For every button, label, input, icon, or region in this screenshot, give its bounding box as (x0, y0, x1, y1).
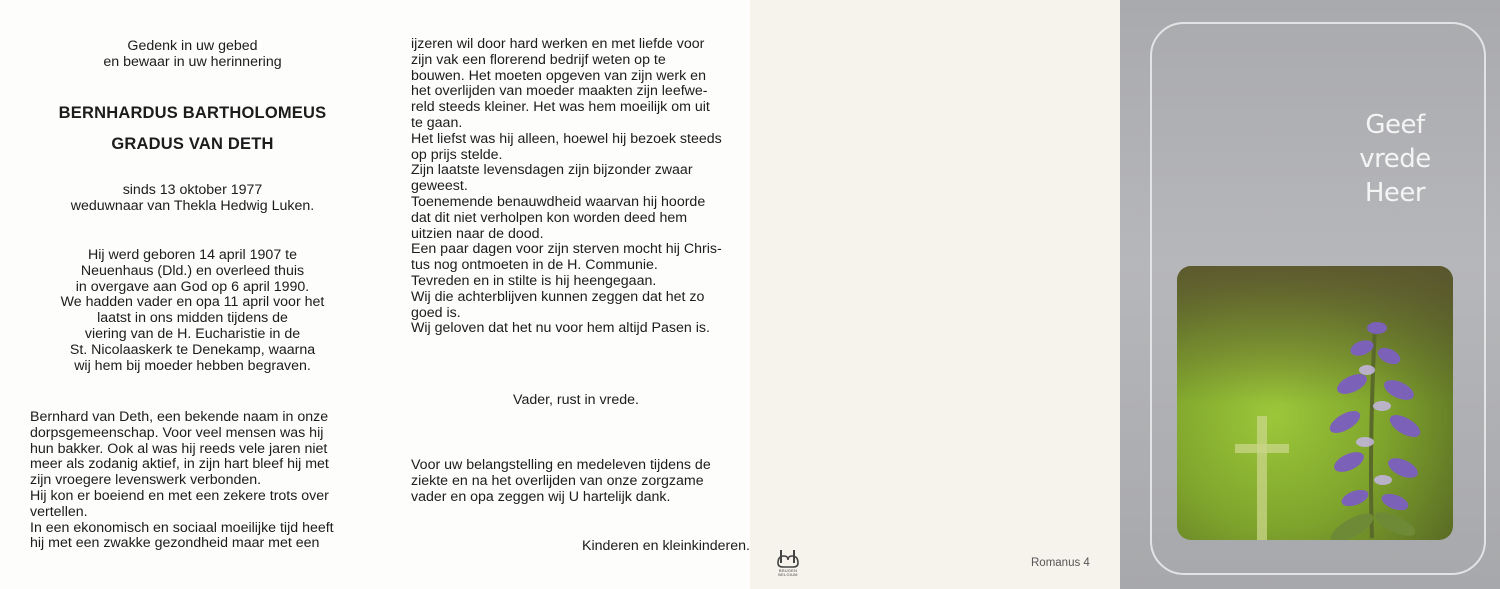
bio-line: zijn vak een florerend bedrijf weten op te (411, 51, 666, 68)
cover-title-line: Geef (1365, 110, 1425, 140)
biography-left (30, 410, 357, 552)
bio-line: vertellen. (30, 503, 88, 520)
signature: Kinderen en kleinkinderen. (582, 538, 750, 554)
bio-line: het overlijden van moeder maakten zijn leefwe- (411, 83, 708, 100)
widower-line: sinds 13 oktober 1977 (122, 182, 263, 198)
bio-line: Zijn laatste levensdagen zijn bijzonder zwaar (411, 162, 693, 179)
biography-right (411, 37, 741, 337)
widower-line: weduwnaar van Thekla Hedwig Luken. (70, 197, 315, 214)
bio-line: op prijs stelde. (411, 146, 503, 163)
bio-line: Bernhard van Deth, een bekende naam in onze (30, 409, 329, 425)
birth-line: laatst in ons midden tijdens de (97, 310, 288, 327)
birth-line: We hadden vader en opa 11 april voor het (60, 294, 325, 311)
birth-line: St. Nicolaaskerk te Denekamp, waarna (69, 341, 316, 358)
birth-line: wij hem bij moeder hebben begraven. (74, 357, 311, 374)
cover-title-line: Heer (1364, 178, 1426, 208)
card-inner-back (750, 0, 1120, 589)
bio-line: uitzien naar de dood. (411, 225, 544, 242)
thanks-line: ziekte en na het overlijden van onze zorgzame (411, 472, 704, 489)
bio-line: hij met een zwakke gezondheid maar met een (30, 535, 320, 552)
bio-line: Een paar dagen voor zijn sterven mocht hij Chris- (411, 241, 722, 258)
bio-line: Toenemende benauwdheid waarvan hij hoorde (411, 193, 706, 210)
cover-title-line: vrede (1359, 144, 1431, 174)
bio-line: bouwen. Het moeten opgeven van zijn werk en (411, 67, 706, 84)
deceased-name-line-2: GRADUS VAN DETH (111, 135, 274, 153)
birth-line: Neuenhaus (Dld.) en overleed thuis (80, 262, 305, 279)
bio-line: zijn vroegere levenswerk verbonden. (30, 472, 262, 489)
bio-line: geweest. (411, 178, 468, 195)
bio-line: Wij die achterblijven kunnen zeggen dat het zo (411, 288, 705, 305)
bio-line: Wij geloven dat het nu voor hem altijd Pasen is. (411, 320, 710, 337)
publisher-logo-caption-line: BELGIUM (778, 572, 798, 577)
birth-line: Hij werd geboren 14 april 1907 te (87, 247, 297, 263)
deceased-name-line-1: BERNHARDUS BARTHOLOMEUS (58, 104, 327, 122)
bio-line: reld steeds kleiner. Het was hem moeilijk om uit (411, 99, 710, 116)
bio-line: hun bakker. Ook al was hij reeds vele jaren niet (30, 440, 328, 457)
bio-line: ijzeren wil door hard werken en met liefde voor (411, 36, 705, 52)
publisher-logo (772, 547, 804, 579)
birth-line: viering van de H. Eucharistie in de (84, 325, 301, 342)
intro-line: en bewaar in uw herinnering (103, 53, 282, 70)
bio-line: In een ekonomisch en sociaal moeilijke tijd heeft (30, 519, 334, 536)
bio-line: Tevreden en in stilte is hij heengegaan. (411, 272, 657, 289)
scripture-reference: Romanus 4 (1031, 557, 1090, 569)
widower-text (0, 183, 385, 215)
publisher-logo-caption (766, 569, 810, 577)
bio-line: meer als zodanig aktief, in zijn hart bleef hij met (30, 456, 329, 473)
bio-line: goed is. (411, 304, 461, 321)
rest-in-peace-text: Vader, rust in vrede. (513, 392, 639, 408)
cover-title (1300, 108, 1490, 210)
birth-death-text (0, 248, 385, 374)
publisher-logo-caption-line: BRUGEN (778, 568, 798, 573)
intro-text (0, 39, 385, 71)
bio-line: te gaan. (411, 114, 463, 131)
thanks-text (411, 458, 741, 505)
bio-line: Het liefst was hij alleen, hoewel hij bezoek steeds (411, 130, 722, 147)
bio-line: Hij kon er boeiend en met een zekere trots over (30, 487, 329, 504)
sage-flower-cross-image (1177, 266, 1453, 540)
thanks-line: Voor uw belangstelling en medeleven tijdens de (411, 457, 711, 473)
bio-line: dat dit niet verholpen kon worden deed hem (411, 209, 688, 226)
thanks-line: vader en opa zeggen wij U hartelijk dank. (411, 488, 671, 505)
bio-line: dorpsgemeenschap. Voor veel mensen was hij (30, 424, 324, 441)
intro-line: Gedenk in uw gebed (127, 38, 258, 54)
bio-line: tus nog ontmoeten in de H. Communie. (411, 257, 658, 274)
cover-photo (1177, 266, 1453, 540)
birth-line: in overgave aan God op 6 april 1990. (75, 278, 310, 295)
